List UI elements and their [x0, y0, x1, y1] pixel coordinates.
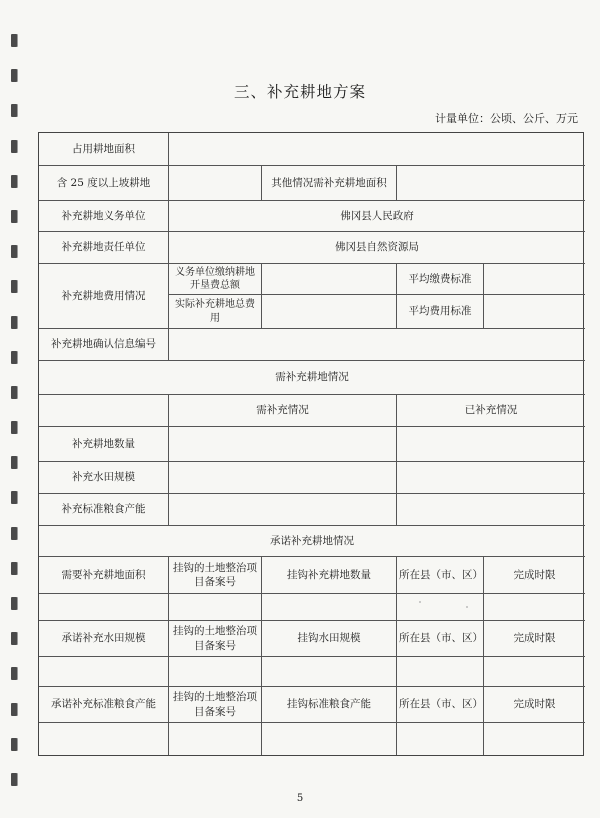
- value-county-1[interactable]: [397, 594, 484, 621]
- label-confirm-no: 补充耕地确认信息编号: [39, 329, 169, 361]
- value-commit-paddy[interactable]: [39, 657, 169, 687]
- col-done-header: 已补充情况: [397, 395, 585, 427]
- value-grain-need[interactable]: [169, 494, 397, 526]
- value-project-no-3[interactable]: [169, 723, 262, 755]
- value-paid-fee-total[interactable]: [262, 264, 397, 295]
- label-responsible-unit: 补充耕地责任单位: [39, 232, 169, 264]
- label-linked-qty: 挂钩补充耕地数量: [262, 557, 397, 594]
- label-county-1: 所在县（市、区）: [397, 557, 484, 594]
- value-avg-paid-std[interactable]: [484, 264, 585, 295]
- label-deadline-2: 完成时限: [484, 621, 585, 657]
- value-project-no-2[interactable]: [169, 657, 262, 687]
- scan-speck: [466, 606, 468, 608]
- label-linked-grain: 挂钩标准粮食产能: [262, 687, 397, 723]
- value-confirm-no[interactable]: [169, 329, 585, 361]
- section-commit-header: 承诺补充耕地情况: [39, 526, 585, 557]
- value-paddy-need[interactable]: [169, 462, 397, 494]
- value-other-area[interactable]: [397, 166, 585, 201]
- value-qty-done[interactable]: [397, 427, 585, 462]
- value-avg-fee-std[interactable]: [484, 295, 585, 329]
- value-commit-area[interactable]: [39, 594, 169, 621]
- value-deadline-3[interactable]: [484, 723, 585, 755]
- label-commit-paddy: 承诺补充水田规模: [39, 621, 169, 657]
- binding-holes: [11, 34, 19, 808]
- label-project-no-1: 挂钩的土地整治项目备案号: [169, 557, 262, 594]
- label-slope-land: 含 25 度以上坡耕地: [39, 166, 169, 201]
- value-project-no-1[interactable]: [169, 594, 262, 621]
- value-county-2[interactable]: [397, 657, 484, 687]
- label-linked-paddy: 挂钩水田规模: [262, 621, 397, 657]
- label-paddy: 补充水田规模: [39, 462, 169, 494]
- label-grain: 补充标准粮食产能: [39, 494, 169, 526]
- label-paid-fee-total: 义务单位缴纳耕地开垦费总额: [169, 264, 262, 295]
- need-corner-cell: [39, 395, 169, 427]
- label-occupied-area: 占用耕地面积: [39, 133, 169, 166]
- value-linked-grain[interactable]: [262, 723, 397, 755]
- label-fee-status: 补充耕地费用情况: [39, 264, 169, 329]
- value-county-3[interactable]: [397, 723, 484, 755]
- unit-note: 计量单位：公顷、公斤、万元: [435, 112, 578, 125]
- scan-speck: [419, 601, 421, 603]
- label-avg-paid-std: 平均缴费标准: [397, 264, 484, 295]
- label-project-no-2: 挂钩的土地整治项目备案号: [169, 621, 262, 657]
- value-qty-need[interactable]: [169, 427, 397, 462]
- value-paddy-done[interactable]: [397, 462, 585, 494]
- page-number: 5: [296, 793, 304, 804]
- value-grain-done[interactable]: [397, 494, 585, 526]
- value-deadline-2[interactable]: [484, 657, 585, 687]
- label-deadline-1: 完成时限: [484, 557, 585, 594]
- page-title: 三、补充耕地方案: [233, 83, 366, 101]
- label-actual-fee-total: 实际补充耕地总费用: [169, 295, 262, 329]
- value-slope-land[interactable]: [169, 166, 262, 201]
- value-occupied-area[interactable]: [169, 133, 585, 166]
- col-need-header: 需补充情况: [169, 395, 397, 427]
- value-linked-qty[interactable]: [262, 594, 397, 621]
- value-deadline-1[interactable]: [484, 594, 585, 621]
- label-obligation-unit: 补充耕地义务单位: [39, 201, 169, 232]
- label-commit-grain: 承诺补充标准粮食产能: [39, 687, 169, 723]
- label-commit-area: 需要补充耕地面积: [39, 557, 169, 594]
- section-need-header: 需补充耕地情况: [39, 361, 585, 395]
- label-avg-fee-std: 平均费用标准: [397, 295, 484, 329]
- label-qty: 补充耕地数量: [39, 427, 169, 462]
- value-commit-grain[interactable]: [39, 723, 169, 755]
- value-actual-fee-total[interactable]: [262, 295, 397, 329]
- label-other-area: 其他情况需补充耕地面积: [262, 166, 397, 201]
- value-obligation-unit: 佛冈县人民政府: [169, 201, 585, 232]
- label-deadline-3: 完成时限: [484, 687, 585, 723]
- supplement-farmland-form: [38, 132, 584, 756]
- value-linked-paddy[interactable]: [262, 657, 397, 687]
- value-responsible-unit: 佛冈县自然资源局: [169, 232, 585, 264]
- label-county-3: 所在县（市、区）: [397, 687, 484, 723]
- label-county-2: 所在县（市、区）: [397, 621, 484, 657]
- label-project-no-3: 挂钩的土地整治项目备案号: [169, 687, 262, 723]
